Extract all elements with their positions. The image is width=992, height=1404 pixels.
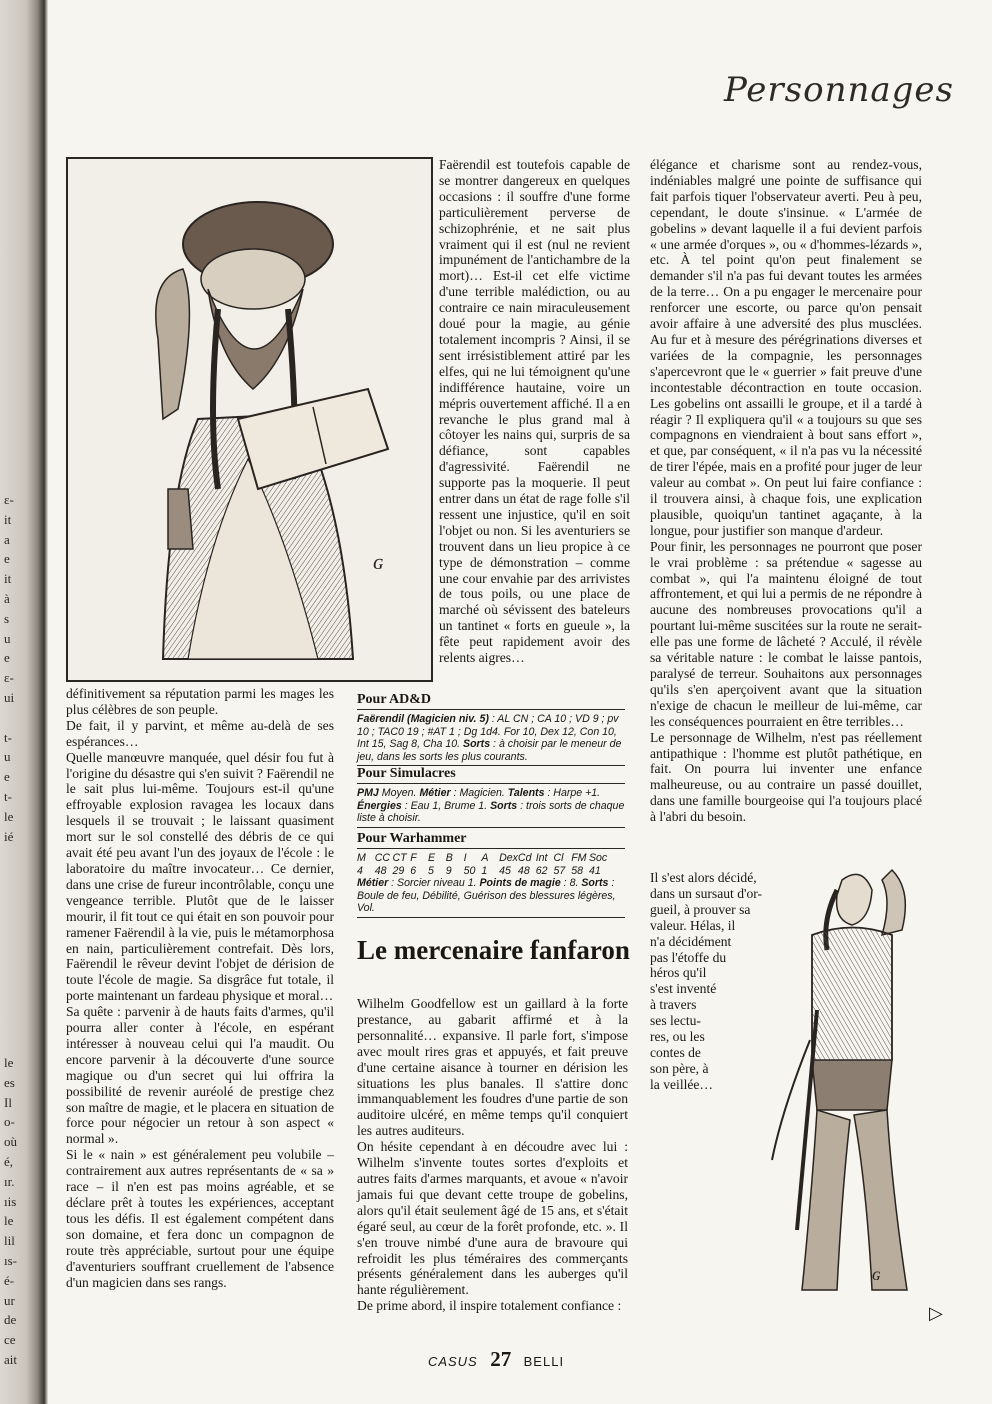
mercenary-illustration [742,860,917,1305]
stats-wh-metier: : Sorcier niveau 1. [388,877,480,890]
paragraph: Le personnage de Wilhelm, n'est pas réellement antipathique : l'homme est plutôt pathétique, en fait. On pourra lui inventer une enfance malheureuse, ou au contraire un passé douillet, dans une famille bourgeoise qui l'a toujours placé à l'abri du besoin. [650,729,922,825]
bleed-fragment: é, [4,1153,14,1169]
wh-stat-value: 48 [517,864,530,877]
paragraph: Si le « nain » est généralement peu volubile – contrairement aux autres représentants de « sa » race – il n'en est pas moins agréable, et se déclare prêt à toutes les expériences, acceptant tous les défis. Il est également compétent dans son domaine, et fera donc un compagnon de route très appréciable, surtout pour une équipe d'aventuriers souffrant cruellement de l'absence d'un magicien dans ses rangs. [66,1147,334,1290]
svg-text:ɢ: ɢ [373,549,384,574]
wrapped-line: la veillée… [650,1076,714,1092]
wh-stat-header: F [410,852,417,864]
stats-add [357,692,625,766]
paragraph: élégance et charisme sont au rendez-vous, indéniables malgré une pointe de suffisance qui fait parfois tiquer l'observateur averti. Peu à peu, cependant, le doute s'insinue. « L'armée de gobelins » devant laquelle il a fui devient parfois « une armée d'orques », ou « d'hommes-lézards », etc. À tel point qu'on peut finalement se demander s'il n'a pas fui devant toutes les armées de la terre… On a pu engager le mercenaire pour renforcer une escorte, ou parce qu'on pensait avoir affaire à une adversité des plus musclées. Au fur et à mesure des pérégrinations diverses et variées de la compagnie, les personnages s'apercevront que le « guerrier » fait preuve d'une incontestable décontraction en toute occasion. Les gobelins ont assailli le groupe, et il a tardé à réagir ? Il expliquera qu'il « a toujours su que ses compagnons en viendraient à bout sans effort », et que, par conséquent, « il n'a pas vu la nécessité de tirer l'épée, mais en a profité pour juger de leur valeur au combat ». On peut lui faire confiance : il trouvera ainsi, à chaque fois, une explication plausible, quoiqu'un tantinet agaçante, à la longue, pour justifier son manque d'ardeur. [650,157,922,538]
bleed-fragment: s [4,610,10,626]
wh-stat-header: FM [571,852,587,864]
wh-stat-value: 62 [535,864,548,877]
wh-stat-header: Soc [588,852,608,864]
page-number: 27 [490,1347,512,1371]
paragraph: Sa quête : parvenir à de hauts faits d'armes, qu'il pourra aller conter à l'école, en espérant intéresser à nouveau celui qui l'a maudit. Ou encore parvenir à la découverte d'une source magique ou d'un secret qui lui offrira la possibilité de revenir auréolé de prestige chez son maître de magie, et le placera en situation de force pour négocier un retour à son aspect « normal ». [66,1004,334,1147]
wh-stat-value: 6 [410,864,417,877]
paragraph: Pour finir, les personnages ne pourront que poser le vrai problème : sa prétendue « sagesse au combat », qui l'a maintenu éloigné de tout affrontement, et qui lui a permis de ne répondre à aucune des nombreuses provocations qu'il a pourtant lui-même suscitées sur la route ne serait-elle pas une forme de lâcheté ? Acculé, il révèle sa véritable nature : le combat le laisse pantois, paralysé de terreur. Souhaitons aux personnages qu'ils s'en aperçoivent avant que la situation n'exige de chacun le meilleur de lui-même, car les conséquences pourraient en être terribles… [650,538,922,729]
paragraph: De prime abord, il inspire totalement confiance : [357,1298,622,1314]
wh-stat-value: 9 [445,864,452,877]
bleed-fragment: ié [4,828,14,844]
stats-add-values: : AL CN ; CA 10 ; VD 9 ; pv 10 ; TAC0 19 ; #AT 1 ; Dg 1d4. For 10, Dex 12, Con 10, Int 15, Sag 8, Cha 10. [357,713,619,751]
wrapped-line: gueil, à prouver sa [650,901,751,917]
stats-sim-talents: : Harpe +1. [544,787,601,799]
wh-stat-header: Dex [499,852,518,864]
stats-add-sorts: : à choisir par le meneur de jeu, dans les sorts les plus courants. [357,738,622,763]
wh-stat-value: 29 [392,864,405,877]
facing-page-bleed-top [4,490,30,846]
wh-stat-value: 41 [588,864,601,877]
wrapped-line: res, ou les [650,1029,705,1045]
wh-stat-value: 5 [428,864,434,877]
bleed-fragment: é- [4,1272,15,1288]
bleed-fragment: le [4,1213,14,1229]
stats-sim-energies-label: Énergies [357,799,402,812]
stats-warhammer-table [357,852,625,877]
bleed-fragment: ui [4,689,15,705]
wrapped-line: Il s'est alors décidé, [650,870,757,885]
wrapped-line: héros qu'il [650,965,707,981]
stats-sim-sorts: : trois sorts de chaque liste à choisir. [357,799,625,825]
stats-sim-energies: : Eau 1, Brume 1. [401,799,491,812]
facing-page-bleed-bottom [4,1053,30,1370]
bleed-fragment: lil [4,1233,15,1249]
wh-stat-header: B [445,852,453,864]
bleed-fragment: le [4,808,14,824]
paragraph: Wilhelm Goodfellow est un gaillard à la forte prestance, au gabarit affirmé et à la personnalité… expansive. Il parle fort, s'impose avec moult rires gras et appuyés, et fait preuve d'une certaine aisance à tourner en dérision les situations les plus banales. Il s'attire donc immanquablement les foudres d'une partie de son auditoire ulcéré, en même temps qu'il conquiert les autres auditeurs. [357,996,628,1139]
bleed-fragment: es [4,1074,15,1090]
bleed-fragment: ur [4,1292,15,1308]
bleed-fragment: ait [4,1351,17,1367]
stats-wh-pm: : 8. [560,877,582,890]
bleed-fragment: u [4,749,11,765]
wh-stat-value: 4 [357,864,363,877]
wh-stat-value: 50 [463,864,476,877]
stats-sim-sorts-label: Sorts [490,799,518,812]
wrapped-line: valeur. Hélas, il [650,917,736,933]
stats-simulacres-body [357,787,625,828]
wh-stat-header: CC [374,852,391,864]
stats-warhammer-title: Pour Warhammer [357,831,625,849]
stats-sim-pmj-label: PMJ [357,787,379,799]
stats-wh-pm-label: Points de magie [479,877,561,890]
footer-casus: CASUS [427,1354,478,1369]
stats-wh-sorts-label: Sorts [581,877,609,890]
bleed-fragment: o- [4,1114,15,1130]
bleed-fragment: ɛ- [4,492,14,507]
bleed-fragment: à [4,590,10,606]
wrapped-line: son père, à [650,1060,709,1076]
dwarf-mage-illustration [66,157,433,682]
bleed-fragment: ce [4,1332,16,1348]
bleed-fragment: ɛ- [4,670,14,686]
stats-wh-metier-label: Métier [357,877,389,890]
continue-arrow-icon: ▷ [929,1303,943,1323]
stats-warhammer-body [357,877,625,918]
stats-sim-talents-label: Talents [507,787,545,799]
bleed-fragment: Il [4,1094,12,1110]
wh-stat-value [607,865,625,878]
stats-sim-metier-label: Métier [419,787,451,799]
bleed-fragment: ıs- [4,1252,17,1268]
page-footer [0,1347,992,1372]
wh-stat-value: 57 [553,864,566,877]
bleed-fragment: de [4,1312,17,1328]
bleed-fragment: ıis [4,1193,17,1209]
column-1-text [66,686,334,1290]
wh-stat-value: 1 [481,864,488,877]
wh-stat-header: I [463,852,467,864]
stats-add-name: Faërendil (Magicien niv. 5) [357,713,489,725]
stats-add-title: Pour AD&D [357,692,625,710]
paragraph: Quelle manœuvre manquée, quel désir fou fut à l'origine du désastre qui s'en suivit ? Faërendil ne le sait plus lui-même. Toujours est-il qu'une effroyable explosion ravagea les locaux dans lesquels il se trouvait ; le laissant quasiment mort sur le sol constellé des débris de ce qui avait été peu avant l'un des joyaux de l'école : le laboratoire du maître invocateur… Ce dernier, dans une crise de fureur incontrôlable, conçu une vengeance terrible. Plutôt que de le laisser mourir, il fit tout ce qui était en son pouvoir pour ramener Faërendil à la vie, puis le métamorphosa en nain, particulièrement contrefait. Dès lors, Faërendil le rêveur devint l'objet de dérision de toute l'école de magie. Sa disgrâce fut totale, il porte maintenant un fardeau physique et moral… [66,749,334,1004]
bleed-fragment: où [4,1134,17,1150]
wh-stat-value: 45 [499,864,511,877]
stats-add-body [357,713,625,766]
footer-belli: BELLI [523,1354,565,1369]
bleed-fragment: e [4,551,10,567]
wh-stat-header: M [357,852,366,864]
bleed-fragment: ır. [4,1173,15,1189]
wrapped-line: contes de [650,1044,701,1060]
column-2-top-text [439,157,630,666]
column-3-text [650,157,922,825]
wh-stat-header: A [481,852,489,864]
stats-simulacres [357,766,625,828]
bleed-fragment: it [4,511,12,527]
bleed-fragment: u [4,630,11,646]
stats-sim-metier: : Magicien. [450,787,508,799]
wrapped-line: ses lectu- [650,1013,701,1029]
stats-simulacres-title: Pour Simulacres [357,766,625,784]
stats-wh-sorts: : Boule de feu, Débilité, Guérison des blessures légères, Vol. [357,877,616,915]
wrapped-line: pas l'étoffe du [650,949,727,965]
bleed-fragment: it [4,571,12,587]
paragraph: On hésite cependant à en découdre avec lui : Wilhelm s'invente toutes sortes d'exploits et autres faits d'armes marquants, et avoue « n'avoir jamais fui que devant cette troupe de gobelins, alors qu'il était seulement âgé de 15 ans, et s'était égaré seul, au cœur de la forêt profonde, etc. ». Il s'en trouve nimbé d'une aura de bravoure qui refroidit les plus téméraires des commerçants présents généralement dans les auberges qu'il hante régulièrement. [357,1139,628,1298]
bleed-fragment [4,708,30,728]
wh-stat-header: Cl [553,852,564,864]
paragraph: Faërendil est toutefois capable de se montrer dangereux en quelques occasions : il souffre d'une forme particulièrement perverse de schizophrénie, et ne sait plus vraiment qui il est (nul ne revient impunément de l'antichambre de la mort)… Est-il cet elfe victime d'une terrible malédiction, ou au contraire ce nain miraculeusement doué pour la magie, au génie totalement incompris ? Ainsi, il se sent irrésistiblement attiré par les elfes, qui ne lui témoignent qu'une indifférence hautaine, voire un mépris ouvertement affiché. Il a en revanche le plus grand mal à côtoyer les nains qui, surpris de sa défiance, sont capables d'agressivité. Faërendil ne supporte pas la moquerie. Il peut entrer dans un état de rage folle s'il ressent une injustice, qu'il en soit l'objet ou non. Si les aventuriers se trouvent dans un lieu propice à ce type de démonstration – comme une cour envahie par des arrivistes de tous poils, ou une place de marché où sévissent des bateleurs un tantinet « forts en gueule », la fête peut rapidement avoir des relents aigres… [439,157,630,666]
wrapped-line: s'est inventé [650,981,717,997]
stats-add-sorts-label: Sorts [463,738,491,751]
bleed-fragment: le [4,1055,14,1070]
wh-stat-header [607,852,625,865]
bleed-fragment: t- [4,788,12,804]
wh-stat-value: 48 [374,864,387,877]
article-column-2 [357,996,628,1314]
wh-stat-header: CT [392,852,407,864]
wh-stat-header: Int [535,852,548,864]
wh-stat-value: 58 [571,864,583,877]
bleed-fragment: t- [4,729,12,745]
dwarf-mage-drawing [68,159,431,680]
svg-text:ɢ: ɢ [872,1264,881,1284]
paragraph: définitivement sa réputation parmi les mages les plus célèbres de son peuple. [66,686,334,717]
bleed-fragment: e [4,650,10,666]
bleed-fragment: a [4,531,10,547]
wh-stat-header: Cd [517,852,532,864]
mercenary-drawing [742,860,917,1305]
wrapped-line: n'a décidément [650,933,732,949]
stats-sim-pmj: Moyen. [378,787,420,799]
article-title: Le mercenaire fanfaron [357,935,630,965]
wrapped-line: dans un sursaut d'or- [650,885,763,901]
paragraph: De fait, il y parvint, et même au-delà de ses espérances… [66,717,334,749]
wrapped-line: à travers [650,997,697,1013]
wh-stat-header: E [428,852,436,864]
bleed-fragment: e [4,769,10,785]
section-title: Personnages [723,70,954,110]
stats-warhammer [357,831,625,918]
